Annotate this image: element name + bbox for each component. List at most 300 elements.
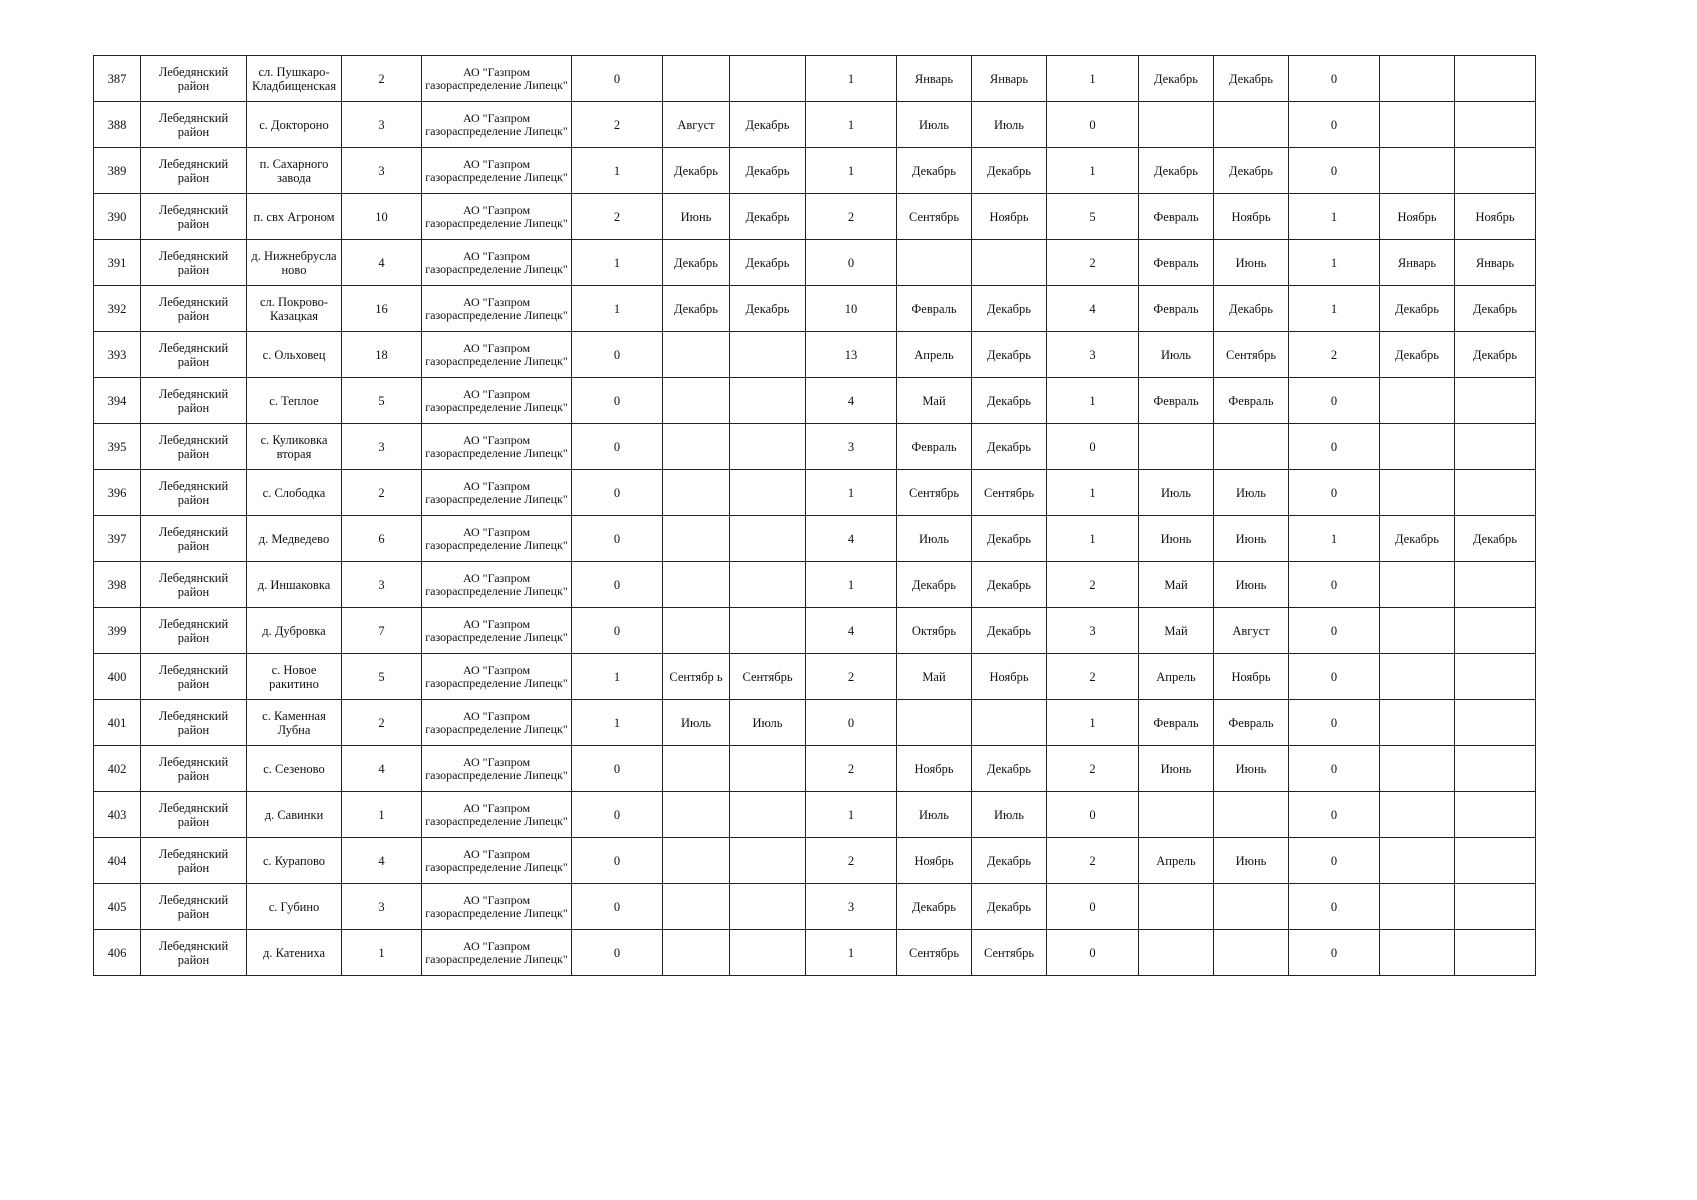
start-month-4-cell: [1380, 700, 1455, 746]
district-cell: Лебедянский район: [141, 792, 247, 838]
start-month-3-cell: Декабрь: [1139, 148, 1214, 194]
table-row: [94, 746, 1536, 792]
total-count-cell: 3: [342, 562, 422, 608]
end-month-4-cell: Декабрь: [1455, 332, 1536, 378]
row-number-cell: 396: [94, 470, 141, 516]
end-month-2-cell: Ноябрь: [972, 654, 1047, 700]
settlement-cell: сл. Покрово-Казацкая: [247, 286, 342, 332]
start-month-2-cell: Февраль: [897, 286, 972, 332]
end-month-3-cell: Декабрь: [1214, 148, 1289, 194]
start-month-2-cell: Июль: [897, 516, 972, 562]
end-month-2-cell: Декабрь: [972, 148, 1047, 194]
count-period-4-cell: 0: [1289, 884, 1380, 930]
end-month-2-cell: Декабрь: [972, 562, 1047, 608]
settlement-cell: с. Доктороно: [247, 102, 342, 148]
start-month-4-cell: [1380, 608, 1455, 654]
start-month-3-cell: Июль: [1139, 332, 1214, 378]
start-month-4-cell: Ноябрь: [1380, 194, 1455, 240]
table-row: [94, 792, 1536, 838]
table-body: [94, 56, 1536, 976]
count-period-2-cell: 1: [806, 562, 897, 608]
start-month-3-cell: Июнь: [1139, 746, 1214, 792]
count-period-1-cell: 0: [572, 516, 663, 562]
start-month-3-cell: [1139, 424, 1214, 470]
start-month-3-cell: Май: [1139, 562, 1214, 608]
end-month-3-cell: Февраль: [1214, 378, 1289, 424]
end-month-3-cell: Август: [1214, 608, 1289, 654]
start-month-2-cell: Сентябрь: [897, 194, 972, 240]
start-month-2-cell: Декабрь: [897, 884, 972, 930]
end-month-4-cell: Декабрь: [1455, 286, 1536, 332]
organization-cell: АО "Газпром газораспределение Липецк": [422, 240, 572, 286]
settlement-cell: с. Теплое: [247, 378, 342, 424]
start-month-1-cell: Декабрь: [663, 240, 730, 286]
start-month-1-cell: [663, 378, 730, 424]
count-period-1-cell: 2: [572, 194, 663, 240]
start-month-2-cell: Октябрь: [897, 608, 972, 654]
end-month-2-cell: Декабрь: [972, 424, 1047, 470]
settlement-cell: д. Савинки: [247, 792, 342, 838]
count-period-3-cell: 3: [1047, 332, 1139, 378]
count-period-4-cell: 1: [1289, 194, 1380, 240]
start-month-4-cell: [1380, 884, 1455, 930]
count-period-3-cell: 3: [1047, 608, 1139, 654]
count-period-3-cell: 1: [1047, 378, 1139, 424]
count-period-4-cell: 0: [1289, 792, 1380, 838]
row-number-cell: 387: [94, 56, 141, 102]
count-period-4-cell: 0: [1289, 930, 1380, 976]
end-month-3-cell: Ноябрь: [1214, 194, 1289, 240]
total-count-cell: 18: [342, 332, 422, 378]
total-count-cell: 7: [342, 608, 422, 654]
row-number-cell: 400: [94, 654, 141, 700]
count-period-2-cell: 4: [806, 378, 897, 424]
organization-cell: АО "Газпром газораспределение Липецк": [422, 930, 572, 976]
settlement-cell: д. Медведево: [247, 516, 342, 562]
start-month-4-cell: Декабрь: [1380, 516, 1455, 562]
start-month-3-cell: Май: [1139, 608, 1214, 654]
start-month-3-cell: [1139, 792, 1214, 838]
count-period-3-cell: 5: [1047, 194, 1139, 240]
end-month-2-cell: Июль: [972, 102, 1047, 148]
end-month-2-cell: Декабрь: [972, 608, 1047, 654]
end-month-3-cell: [1214, 102, 1289, 148]
start-month-1-cell: Декабрь: [663, 286, 730, 332]
end-month-4-cell: [1455, 654, 1536, 700]
district-cell: Лебедянский район: [141, 286, 247, 332]
end-month-2-cell: Январь: [972, 56, 1047, 102]
end-month-3-cell: [1214, 884, 1289, 930]
row-number-cell: 405: [94, 884, 141, 930]
start-month-2-cell: Май: [897, 378, 972, 424]
start-month-2-cell: Май: [897, 654, 972, 700]
end-month-3-cell: Июнь: [1214, 516, 1289, 562]
count-period-2-cell: 1: [806, 148, 897, 194]
row-number-cell: 399: [94, 608, 141, 654]
row-number-cell: 393: [94, 332, 141, 378]
settlement-cell: с. Ольховец: [247, 332, 342, 378]
end-month-1-cell: [730, 930, 806, 976]
table-row: [94, 608, 1536, 654]
row-number-cell: 397: [94, 516, 141, 562]
row-number-cell: 391: [94, 240, 141, 286]
organization-cell: АО "Газпром газораспределение Липецк": [422, 792, 572, 838]
end-month-3-cell: [1214, 930, 1289, 976]
end-month-3-cell: Июнь: [1214, 562, 1289, 608]
end-month-1-cell: [730, 378, 806, 424]
count-period-1-cell: 1: [572, 240, 663, 286]
start-month-1-cell: Июль: [663, 700, 730, 746]
settlement-cell: д. Дубровка: [247, 608, 342, 654]
gasification-schedule-table: [93, 55, 1536, 976]
count-period-1-cell: 1: [572, 286, 663, 332]
row-number-cell: 389: [94, 148, 141, 194]
start-month-2-cell: Ноябрь: [897, 838, 972, 884]
count-period-2-cell: 2: [806, 838, 897, 884]
end-month-1-cell: Сентябрь: [730, 654, 806, 700]
end-month-3-cell: Ноябрь: [1214, 654, 1289, 700]
organization-cell: АО "Газпром газораспределение Липецк": [422, 700, 572, 746]
end-month-4-cell: [1455, 56, 1536, 102]
table-row: [94, 470, 1536, 516]
organization-cell: АО "Газпром газораспределение Липецк": [422, 562, 572, 608]
end-month-2-cell: Декабрь: [972, 746, 1047, 792]
settlement-cell: д. Катениха: [247, 930, 342, 976]
start-month-1-cell: Июнь: [663, 194, 730, 240]
count-period-4-cell: 0: [1289, 838, 1380, 884]
start-month-4-cell: [1380, 148, 1455, 194]
count-period-3-cell: 0: [1047, 424, 1139, 470]
end-month-2-cell: Июль: [972, 792, 1047, 838]
start-month-4-cell: Декабрь: [1380, 332, 1455, 378]
end-month-4-cell: [1455, 562, 1536, 608]
count-period-3-cell: 2: [1047, 240, 1139, 286]
end-month-3-cell: Декабрь: [1214, 56, 1289, 102]
end-month-4-cell: Ноябрь: [1455, 194, 1536, 240]
count-period-4-cell: 0: [1289, 102, 1380, 148]
end-month-4-cell: [1455, 102, 1536, 148]
count-period-4-cell: 0: [1289, 608, 1380, 654]
table-row: [94, 194, 1536, 240]
district-cell: Лебедянский район: [141, 470, 247, 516]
count-period-3-cell: 0: [1047, 792, 1139, 838]
row-number-cell: 390: [94, 194, 141, 240]
count-period-1-cell: 0: [572, 608, 663, 654]
start-month-1-cell: [663, 608, 730, 654]
end-month-4-cell: [1455, 608, 1536, 654]
start-month-1-cell: [663, 56, 730, 102]
count-period-1-cell: 1: [572, 148, 663, 194]
count-period-3-cell: 1: [1047, 470, 1139, 516]
count-period-2-cell: 1: [806, 930, 897, 976]
count-period-1-cell: 0: [572, 56, 663, 102]
start-month-1-cell: Декабрь: [663, 148, 730, 194]
end-month-4-cell: [1455, 838, 1536, 884]
count-period-3-cell: 1: [1047, 700, 1139, 746]
settlement-cell: с. Сезеново: [247, 746, 342, 792]
start-month-2-cell: Апрель: [897, 332, 972, 378]
organization-cell: АО "Газпром газораспределение Липецк": [422, 424, 572, 470]
settlement-cell: с. Новое ракитино: [247, 654, 342, 700]
start-month-2-cell: Июль: [897, 102, 972, 148]
organization-cell: АО "Газпром газораспределение Липецк": [422, 194, 572, 240]
start-month-1-cell: [663, 792, 730, 838]
count-period-3-cell: 0: [1047, 884, 1139, 930]
table-row: [94, 56, 1536, 102]
count-period-2-cell: 13: [806, 332, 897, 378]
organization-cell: АО "Газпром газораспределение Липецк": [422, 746, 572, 792]
start-month-1-cell: [663, 424, 730, 470]
count-period-1-cell: 0: [572, 470, 663, 516]
row-number-cell: 404: [94, 838, 141, 884]
end-month-2-cell: [972, 240, 1047, 286]
settlement-cell: с. Губино: [247, 884, 342, 930]
start-month-1-cell: [663, 838, 730, 884]
end-month-2-cell: Сентябрь: [972, 930, 1047, 976]
start-month-1-cell: [663, 562, 730, 608]
end-month-3-cell: Июнь: [1214, 746, 1289, 792]
count-period-3-cell: 1: [1047, 56, 1139, 102]
district-cell: Лебедянский район: [141, 884, 247, 930]
end-month-4-cell: [1455, 884, 1536, 930]
row-number-cell: 392: [94, 286, 141, 332]
end-month-1-cell: Декабрь: [730, 286, 806, 332]
count-period-4-cell: 0: [1289, 654, 1380, 700]
start-month-1-cell: [663, 884, 730, 930]
row-number-cell: 402: [94, 746, 141, 792]
start-month-2-cell: Декабрь: [897, 148, 972, 194]
count-period-4-cell: 0: [1289, 378, 1380, 424]
organization-cell: АО "Газпром газораспределение Липецк": [422, 516, 572, 562]
count-period-1-cell: 0: [572, 930, 663, 976]
district-cell: Лебедянский район: [141, 746, 247, 792]
end-month-4-cell: Декабрь: [1455, 516, 1536, 562]
end-month-4-cell: Январь: [1455, 240, 1536, 286]
count-period-2-cell: 3: [806, 884, 897, 930]
count-period-1-cell: 0: [572, 332, 663, 378]
settlement-cell: п. Сахарного завода: [247, 148, 342, 194]
start-month-1-cell: [663, 470, 730, 516]
settlement-cell: д. Иншаковка: [247, 562, 342, 608]
start-month-2-cell: Сентябрь: [897, 470, 972, 516]
end-month-3-cell: Февраль: [1214, 700, 1289, 746]
end-month-4-cell: [1455, 148, 1536, 194]
end-month-3-cell: [1214, 792, 1289, 838]
settlement-cell: с. Каменная Лубна: [247, 700, 342, 746]
count-period-2-cell: 0: [806, 700, 897, 746]
table-row: [94, 102, 1536, 148]
count-period-4-cell: 2: [1289, 332, 1380, 378]
start-month-3-cell: Апрель: [1139, 838, 1214, 884]
organization-cell: АО "Газпром газораспределение Липецк": [422, 332, 572, 378]
start-month-4-cell: [1380, 930, 1455, 976]
count-period-1-cell: 0: [572, 792, 663, 838]
count-period-4-cell: 0: [1289, 746, 1380, 792]
start-month-4-cell: [1380, 102, 1455, 148]
start-month-3-cell: Февраль: [1139, 194, 1214, 240]
total-count-cell: 10: [342, 194, 422, 240]
end-month-2-cell: Ноябрь: [972, 194, 1047, 240]
total-count-cell: 16: [342, 286, 422, 332]
total-count-cell: 2: [342, 470, 422, 516]
table-row: [94, 516, 1536, 562]
end-month-1-cell: Декабрь: [730, 194, 806, 240]
count-period-2-cell: 1: [806, 56, 897, 102]
table-row: [94, 424, 1536, 470]
end-month-1-cell: [730, 792, 806, 838]
start-month-2-cell: Сентябрь: [897, 930, 972, 976]
start-month-3-cell: [1139, 884, 1214, 930]
organization-cell: АО "Газпром газораспределение Липецк": [422, 286, 572, 332]
total-count-cell: 3: [342, 884, 422, 930]
count-period-1-cell: 0: [572, 378, 663, 424]
end-month-2-cell: Декабрь: [972, 378, 1047, 424]
end-month-2-cell: [972, 700, 1047, 746]
end-month-4-cell: [1455, 746, 1536, 792]
organization-cell: АО "Газпром газораспределение Липецк": [422, 102, 572, 148]
end-month-2-cell: Декабрь: [972, 332, 1047, 378]
start-month-3-cell: Февраль: [1139, 700, 1214, 746]
table-row: [94, 286, 1536, 332]
district-cell: Лебедянский район: [141, 930, 247, 976]
start-month-4-cell: [1380, 746, 1455, 792]
start-month-1-cell: [663, 332, 730, 378]
table-row: [94, 148, 1536, 194]
table-row: [94, 700, 1536, 746]
start-month-1-cell: [663, 746, 730, 792]
total-count-cell: 1: [342, 930, 422, 976]
total-count-cell: 6: [342, 516, 422, 562]
district-cell: Лебедянский район: [141, 562, 247, 608]
organization-cell: АО "Газпром газораспределение Липецк": [422, 884, 572, 930]
district-cell: Лебедянский район: [141, 700, 247, 746]
district-cell: Лебедянский район: [141, 148, 247, 194]
total-count-cell: 4: [342, 240, 422, 286]
end-month-1-cell: [730, 332, 806, 378]
end-month-1-cell: Декабрь: [730, 148, 806, 194]
count-period-3-cell: 1: [1047, 148, 1139, 194]
district-cell: Лебедянский район: [141, 424, 247, 470]
total-count-cell: 5: [342, 654, 422, 700]
start-month-3-cell: Июнь: [1139, 516, 1214, 562]
district-cell: Лебедянский район: [141, 332, 247, 378]
organization-cell: АО "Газпром газораспределение Липецк": [422, 56, 572, 102]
end-month-3-cell: Сентябрь: [1214, 332, 1289, 378]
count-period-2-cell: 2: [806, 746, 897, 792]
district-cell: Лебедянский район: [141, 56, 247, 102]
count-period-3-cell: 2: [1047, 654, 1139, 700]
end-month-2-cell: Декабрь: [972, 516, 1047, 562]
start-month-3-cell: Февраль: [1139, 286, 1214, 332]
end-month-1-cell: [730, 424, 806, 470]
row-number-cell: 398: [94, 562, 141, 608]
end-month-2-cell: Декабрь: [972, 838, 1047, 884]
start-month-1-cell: Сентябр ь: [663, 654, 730, 700]
district-cell: Лебедянский район: [141, 240, 247, 286]
end-month-1-cell: Декабрь: [730, 240, 806, 286]
count-period-2-cell: 4: [806, 516, 897, 562]
row-number-cell: 406: [94, 930, 141, 976]
end-month-3-cell: [1214, 424, 1289, 470]
start-month-4-cell: [1380, 470, 1455, 516]
table-row: [94, 562, 1536, 608]
organization-cell: АО "Газпром газораспределение Липецк": [422, 148, 572, 194]
end-month-1-cell: [730, 884, 806, 930]
end-month-1-cell: [730, 56, 806, 102]
start-month-4-cell: [1380, 792, 1455, 838]
start-month-4-cell: Декабрь: [1380, 286, 1455, 332]
settlement-cell: п. свх Агроном: [247, 194, 342, 240]
start-month-4-cell: Январь: [1380, 240, 1455, 286]
total-count-cell: 3: [342, 102, 422, 148]
count-period-4-cell: 0: [1289, 56, 1380, 102]
start-month-4-cell: [1380, 378, 1455, 424]
table-row: [94, 332, 1536, 378]
end-month-4-cell: [1455, 792, 1536, 838]
start-month-4-cell: [1380, 562, 1455, 608]
table-row: [94, 240, 1536, 286]
count-period-1-cell: 0: [572, 838, 663, 884]
end-month-1-cell: [730, 746, 806, 792]
count-period-4-cell: 0: [1289, 148, 1380, 194]
total-count-cell: 2: [342, 56, 422, 102]
end-month-2-cell: Декабрь: [972, 286, 1047, 332]
count-period-3-cell: 4: [1047, 286, 1139, 332]
count-period-1-cell: 0: [572, 562, 663, 608]
count-period-2-cell: 4: [806, 608, 897, 654]
count-period-1-cell: 0: [572, 424, 663, 470]
count-period-2-cell: 2: [806, 194, 897, 240]
count-period-4-cell: 0: [1289, 424, 1380, 470]
start-month-4-cell: [1380, 424, 1455, 470]
end-month-3-cell: Декабрь: [1214, 286, 1289, 332]
end-month-1-cell: Июль: [730, 700, 806, 746]
count-period-3-cell: 2: [1047, 746, 1139, 792]
count-period-3-cell: 2: [1047, 562, 1139, 608]
count-period-1-cell: 1: [572, 700, 663, 746]
total-count-cell: 3: [342, 424, 422, 470]
count-period-4-cell: 0: [1289, 470, 1380, 516]
settlement-cell: с. Слободка: [247, 470, 342, 516]
end-month-4-cell: [1455, 424, 1536, 470]
count-period-4-cell: 0: [1289, 562, 1380, 608]
organization-cell: АО "Газпром газораспределение Липецк": [422, 608, 572, 654]
start-month-2-cell: Ноябрь: [897, 746, 972, 792]
start-month-3-cell: Апрель: [1139, 654, 1214, 700]
end-month-3-cell: Июль: [1214, 470, 1289, 516]
count-period-1-cell: 2: [572, 102, 663, 148]
total-count-cell: 4: [342, 838, 422, 884]
start-month-2-cell: Февраль: [897, 424, 972, 470]
end-month-1-cell: [730, 608, 806, 654]
start-month-4-cell: [1380, 654, 1455, 700]
table-row: [94, 378, 1536, 424]
start-month-3-cell: Февраль: [1139, 378, 1214, 424]
count-period-1-cell: 0: [572, 746, 663, 792]
end-month-4-cell: [1455, 470, 1536, 516]
row-number-cell: 394: [94, 378, 141, 424]
count-period-2-cell: 1: [806, 470, 897, 516]
end-month-1-cell: [730, 470, 806, 516]
end-month-1-cell: [730, 838, 806, 884]
end-month-4-cell: [1455, 930, 1536, 976]
count-period-3-cell: 1: [1047, 516, 1139, 562]
count-period-3-cell: 0: [1047, 102, 1139, 148]
count-period-1-cell: 0: [572, 884, 663, 930]
count-period-1-cell: 1: [572, 654, 663, 700]
total-count-cell: 1: [342, 792, 422, 838]
total-count-cell: 5: [342, 378, 422, 424]
